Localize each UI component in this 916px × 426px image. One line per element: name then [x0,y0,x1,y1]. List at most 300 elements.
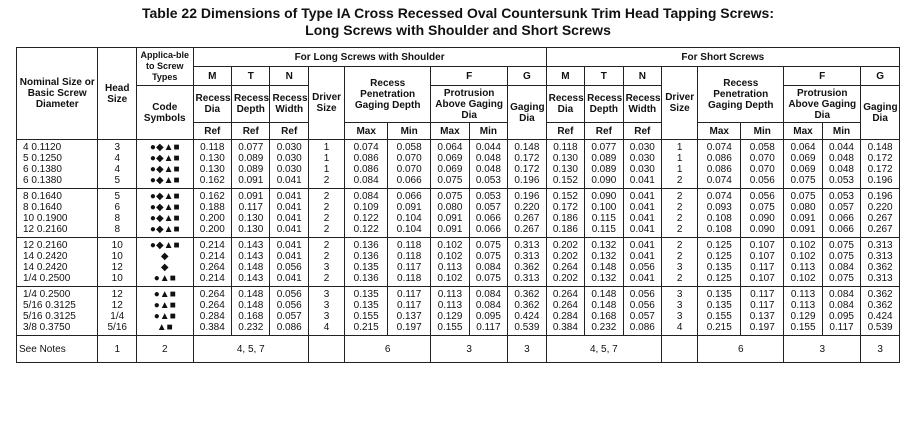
table-title [0,0,916,40]
cell-value: 0.075 [475,251,501,262]
cell-value: 2 [676,224,683,235]
cell-value: 4 [114,164,120,175]
cell-value: 0.122 [353,224,379,235]
cell-value: 0.113 [437,300,463,311]
cell-value: 8 0.1640 [23,202,62,213]
cell-long-g [508,287,547,336]
cell-value: 0.200 [199,213,225,224]
cell-long-N [270,287,308,336]
cell-value: 0.057 [475,202,501,213]
cell-value: 0.384 [552,322,578,333]
cell-value: 0.130 [238,213,264,224]
cell-short-pen-min [741,140,784,189]
cell-value: 0.539 [514,322,540,333]
cell-nominal [17,238,98,287]
cell-symbols [136,140,193,189]
cell-value: 0.048 [828,153,854,164]
cell-value: 0.313 [514,251,540,262]
cell-value: 0.053 [475,191,501,202]
cell-value: 0.044 [475,142,501,153]
cell-value: 0.148 [514,142,540,153]
header-long-n: N [270,67,308,86]
header-short-m: M [546,67,584,86]
header-short-recess-dia: Recess Dia [546,86,584,123]
cell-value: 0.172 [867,153,893,164]
cell-value: 0.056 [629,262,655,273]
cell-long-g [508,189,547,238]
cell-symbols [136,238,193,287]
header-short-recess-depth: Recess Depth [585,86,623,123]
cell-value: 0.080 [790,202,816,213]
cell-value: 0.077 [238,142,264,153]
cell-value: 0.041 [629,240,655,251]
cell-value: 0.069 [437,164,463,175]
cell-value: 0.070 [396,164,422,175]
cell-value: 2 [323,224,330,235]
header-short-group: For Short Screws [546,48,899,67]
cell-value: 0.041 [629,191,655,202]
cell-value: 0.091 [437,213,463,224]
cell-value: 0.102 [437,251,463,262]
cell-value: 0.102 [790,240,816,251]
cell-value: 0.030 [629,153,655,164]
cell-value: 5/16 0.3125 [23,311,76,322]
cell-long-pen-max [345,238,388,287]
cell-value: 0.058 [749,142,775,153]
cell-value: 1 [323,164,330,175]
header-short-t: T [585,67,623,86]
cell-value: 0.117 [829,322,854,333]
cell-value: 6 0.1380 [23,164,62,175]
cell-long-T [232,287,270,336]
cell-short-f-max [784,238,822,287]
cell-value: 0.113 [437,289,463,300]
cell-value: 0.093 [706,202,732,213]
cell-value: 3 [323,311,330,322]
cell-value: 0.090 [749,224,775,235]
cell-value: 3/8 0.3750 [23,322,71,333]
cell-value: 0.084 [353,175,379,186]
cell-value: 0.066 [828,213,854,224]
cell-value: 0.267 [514,224,540,235]
cell-value: 0.362 [514,300,540,311]
cell-value: 0.137 [396,311,422,322]
header-long-f-min: Min [469,123,507,140]
cell-value: 0.115 [591,213,616,224]
cell-value: 0.090 [591,175,617,186]
cell-value: 0.113 [790,300,816,311]
cell-value: 0.135 [706,262,732,273]
cell-value: ▲■ [156,322,173,333]
header-long-f-max: Max [431,123,469,140]
cell-value: 12 [111,289,123,300]
cell-value: 0.107 [749,251,775,262]
cell-value: 0.056 [629,289,655,300]
cell-value: 0.172 [867,164,893,175]
cell-value: 0.091 [238,175,264,186]
cell-value: 0.267 [867,224,893,235]
cell-value: 0.152 [552,191,578,202]
cell-long-pen-min [388,287,431,336]
cell-value: 8 0.1640 [23,191,62,202]
cell-value: 3 [676,289,683,300]
cell-value: 0.053 [828,175,854,186]
cell-long-pen-min [388,238,431,287]
cell-value: 0.162 [199,191,225,202]
cell-value: 0.108 [706,224,732,235]
cell-value: 0.132 [591,273,617,284]
cell-value: 0.188 [199,202,225,213]
cell-value: 0.196 [867,191,893,202]
title-line-2: Long Screws with Shoulder and Short Screws [305,22,611,38]
cell-long-N [270,189,308,238]
cell-value: 0.090 [591,191,617,202]
cell-value: 0.186 [552,224,578,235]
cell-long-f-max [431,238,469,287]
cell-value: 0.215 [706,322,732,333]
cell-short-f-max [784,287,822,336]
header-short-t-ref: Ref [585,123,623,140]
notes-symbols: 2 [136,336,193,363]
cell-value: 2 [676,213,683,224]
header-short-pen-min: Min [741,123,784,140]
cell-value: 4 [323,322,330,333]
cell-value: 0.362 [514,289,540,300]
cell-value: 0.362 [867,289,893,300]
cell-short-N [623,140,661,189]
cell-value: 0.148 [591,300,617,311]
cell-value: 3 [676,300,683,311]
cell-value: 0.069 [790,153,816,164]
cell-value: 0.041 [276,191,302,202]
cell-value: 0.064 [437,142,463,153]
cell-value: 0.075 [790,175,816,186]
cell-value: 0.109 [353,202,379,213]
cell-long-driver [308,189,344,238]
cell-value: 10 [111,273,123,284]
cell-value: 0.075 [749,202,775,213]
cell-value: 0.117 [750,300,775,311]
cell-value: 0.053 [828,191,854,202]
cell-value: 0.284 [199,311,225,322]
header-long-driver: Driver Size [308,67,344,140]
cell-short-N [623,287,661,336]
cell-value: 10 0.1900 [23,213,68,224]
cell-value: 0.066 [396,191,422,202]
cell-value: 0.172 [552,202,578,213]
cell-value: 3 [323,262,330,273]
cell-value: 0.117 [476,322,501,333]
cell-long-g [508,140,547,189]
cell-value: 0.086 [629,322,655,333]
cell-value: 1/4 0.2500 [23,273,71,284]
cell-value: 0.075 [437,191,463,202]
cell-value: 0.117 [397,262,422,273]
header-long-m: M [193,67,231,86]
cell-value: 2 [676,273,683,284]
cell-value: 0.070 [749,153,775,164]
header-long-recess-dia: Recess Dia [193,86,231,123]
cell-value: 0.102 [437,273,463,284]
cell-value: 0.264 [552,289,578,300]
cell-short-M [546,287,584,336]
table-row-group [17,189,900,238]
cell-value: 0.041 [629,251,655,262]
cell-value: ●◆▲■ [149,175,180,186]
cell-value: 0.132 [591,251,617,262]
cell-value: 0.143 [238,251,264,262]
cell-value: 0.130 [552,164,578,175]
cell-value: 0.125 [706,240,732,251]
cell-value: 0.135 [353,300,379,311]
cell-value: 0.117 [750,289,775,300]
cell-value: ●◆▲■ [149,213,180,224]
cell-value: 0.148 [238,262,264,273]
cell-long-f-min [469,140,507,189]
cell-value: 0.089 [591,153,617,164]
cell-value: 0.186 [552,213,578,224]
header-short-n-ref: Ref [623,123,661,140]
cell-nominal [17,189,98,238]
cell-value: 2 [323,191,330,202]
cell-value: 0.104 [396,224,422,235]
cell-value: 0.143 [238,273,264,284]
cell-value: 0.058 [396,142,422,153]
header-short-recess-width: Recess Width [623,86,661,123]
cell-value: 0.362 [514,262,540,273]
cell-value: 0.041 [276,224,302,235]
cell-value: 0.172 [514,153,540,164]
cell-long-M [193,238,231,287]
cell-value: 0.056 [749,191,775,202]
cell-value: 0.130 [199,164,225,175]
cell-value: 0.074 [353,142,379,153]
cell-value: 0.264 [199,289,225,300]
notes-long-driver [308,336,344,363]
cell-long-g [508,238,547,287]
cell-short-pen-max [698,287,741,336]
cell-value: 0.056 [276,289,302,300]
cell-short-g [861,287,900,336]
cell-value: 0.135 [353,262,379,273]
cell-value: 0.197 [396,322,422,333]
cell-short-pen-max [698,189,741,238]
cell-value: 0.066 [828,224,854,235]
cell-value: 0.155 [706,311,732,322]
cell-value: 0.148 [238,289,264,300]
cell-value: 0.084 [475,262,501,273]
cell-value: 0.074 [706,175,732,186]
cell-value: 2 [676,191,683,202]
cell-value: 1 [323,153,330,164]
notes-long-g: 3 [508,336,547,363]
cell-value: 0.075 [828,240,854,251]
cell-long-f-min [469,287,507,336]
cell-value: 0.264 [552,262,578,273]
cell-value: 0.313 [514,273,540,284]
header-long-protrusion: Protrusion Above Gaging Dia [431,86,508,123]
cell-value: 0.100 [591,202,617,213]
notes-short-f: 3 [784,336,861,363]
cell-short-pen-min [741,287,784,336]
cell-value: ●◆▲■ [149,164,180,175]
cell-long-N [270,238,308,287]
cell-value: 0.196 [514,191,540,202]
cell-long-driver [308,238,344,287]
cell-value: 0.107 [749,273,775,284]
cell-value: 6 [114,202,120,213]
cell-long-driver [308,287,344,336]
cell-value: 0.232 [591,322,617,333]
cell-short-driver [662,140,698,189]
header-head-size: Head Size [98,48,136,140]
cell-value: 0.172 [514,164,540,175]
cell-value: 0.202 [552,273,578,284]
cell-value: 0.089 [238,164,264,175]
cell-value: 0.084 [353,191,379,202]
cell-value: 0.041 [276,251,302,262]
cell-value: 0.084 [828,262,854,273]
cell-value: 0.200 [199,224,225,235]
cell-value: 0.030 [276,142,302,153]
cell-value: 1 [676,164,683,175]
notes-row [17,336,900,363]
cell-value: 0.118 [397,240,422,251]
cell-value: ●◆▲■ [149,240,180,251]
cell-value: ●◆▲■ [149,191,180,202]
header-short-pen-max: Max [698,123,741,140]
cell-value: 0.086 [276,322,302,333]
cell-short-f-max [784,189,822,238]
cell-value: 0.086 [706,164,732,175]
cell-value: 0.117 [238,202,263,213]
cell-value: 0.136 [353,251,379,262]
cell-value: 12 [111,262,123,273]
cell-value: 0.091 [790,224,816,235]
cell-value: 0.084 [828,300,854,311]
cell-value: 0.091 [396,202,422,213]
header-short-g: G [861,67,900,86]
cell-value: 0.102 [790,251,816,262]
cell-value: 2 [323,202,330,213]
cell-value: 5/16 [107,322,127,333]
cell-value: 0.152 [552,175,578,186]
cell-value: 1/4 [110,311,125,322]
cell-long-pen-min [388,189,431,238]
cell-nominal [17,287,98,336]
cell-value: 5 0.1250 [23,153,62,164]
cell-value: 10 [111,251,123,262]
cell-value: 0.117 [397,300,422,311]
cell-value: 0.064 [790,142,816,153]
cell-value: 0.264 [552,300,578,311]
table-row-group [17,140,900,189]
cell-value: 0.041 [629,175,655,186]
table-row-group [17,287,900,336]
cell-value: 14 0.2420 [23,262,68,273]
cell-value: 1 [676,142,683,153]
header-long-f: F [431,67,508,86]
cell-value: 0.066 [475,213,501,224]
cell-short-g [861,140,900,189]
cell-value: 0.148 [591,262,617,273]
cell-value: 0.086 [353,164,379,175]
cell-long-pen-max [345,140,388,189]
cell-short-T [585,238,623,287]
cell-value: 0.108 [706,213,732,224]
cell-value: 0.102 [437,240,463,251]
cell-value: 0.074 [706,191,732,202]
cell-value: 0.125 [706,273,732,284]
cell-short-driver [662,238,698,287]
cell-value: 6 0.1380 [23,175,62,186]
cell-short-M [546,140,584,189]
cell-value: ●◆▲■ [149,202,180,213]
cell-value: 0.090 [749,213,775,224]
header-long-n-ref: Ref [270,123,308,140]
header-short-m-ref: Ref [546,123,584,140]
notes-short-pen: 6 [698,336,784,363]
cell-value: 0.041 [629,273,655,284]
cell-value: 2 [323,273,330,284]
header-nominal: Nominal Size or Basic Screw Diameter [17,48,98,140]
cell-value: 0.118 [553,142,578,153]
cell-value: 0.041 [629,202,655,213]
cell-long-pen-max [345,287,388,336]
cell-value: 0.168 [238,311,264,322]
cell-value: 0.148 [591,289,617,300]
header-long-gaging-dia: Gaging Dia [508,86,547,140]
cell-value: 1 [323,142,330,153]
cell-long-M [193,140,231,189]
cell-value: 0.202 [552,251,578,262]
cell-long-T [232,238,270,287]
cell-value: 0.264 [199,262,225,273]
cell-value: 2 [323,251,330,262]
cell-value: 0.136 [353,273,379,284]
cell-short-pen-max [698,140,741,189]
cell-value: 1/4 0.2500 [23,289,71,300]
cell-value: 0.130 [238,224,264,235]
notes-short-mtn: 4, 5, 7 [546,336,661,363]
cell-value: 0.313 [867,273,893,284]
cell-long-f-min [469,238,507,287]
cell-head [98,287,136,336]
cell-value: 0.424 [867,311,893,322]
cell-value: 3 [114,142,120,153]
cell-value: 0.424 [514,311,540,322]
cell-value: 0.107 [749,240,775,251]
cell-long-N [270,140,308,189]
header-long-pen-min: Min [388,123,431,140]
cell-value: 4 [114,153,120,164]
cell-value: 0.135 [706,300,732,311]
table-row-group [17,238,900,287]
header-long-g: G [508,67,547,86]
cell-value: 0.137 [749,311,775,322]
cell-value: 0.041 [629,224,655,235]
cell-value: 0.041 [276,273,302,284]
cell-value: 0.135 [353,289,379,300]
cell-value: 0.086 [353,153,379,164]
cell-value: 0.117 [750,262,775,273]
header-long-recess-width: Recess Width [270,86,308,123]
notes-short-g: 3 [861,336,900,363]
cell-value: 0.118 [397,273,422,284]
cell-value: 0.070 [396,153,422,164]
cell-value: 0.202 [552,240,578,251]
cell-value: 2 [323,175,330,186]
